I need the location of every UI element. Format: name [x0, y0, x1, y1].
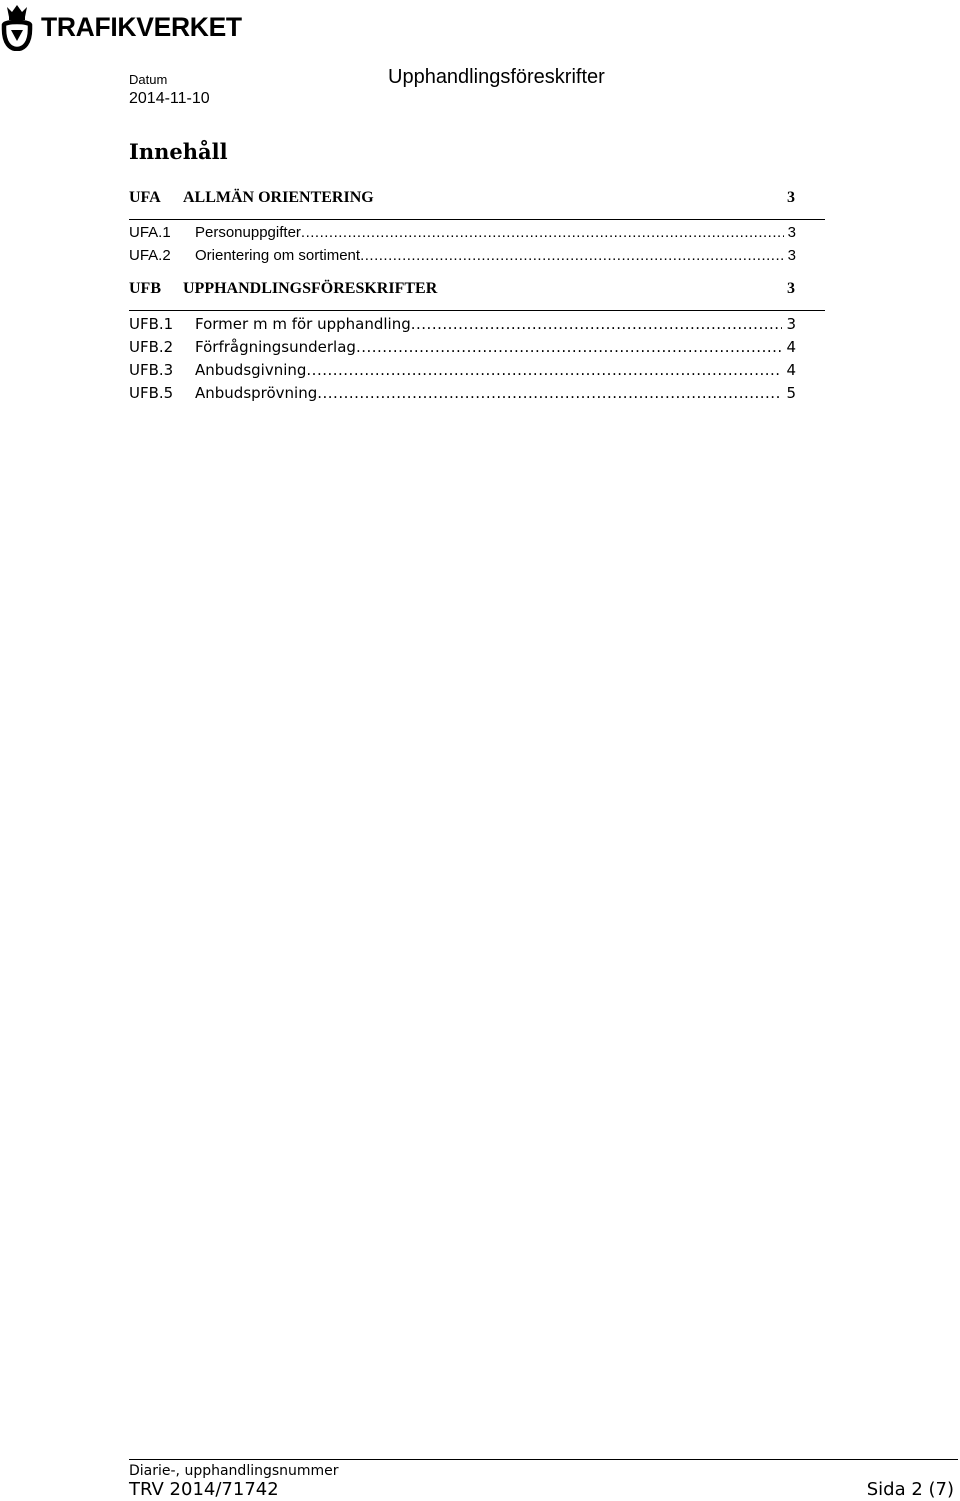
toc-section-divider [129, 219, 825, 220]
crown-emblem-icon [0, 3, 34, 51]
toc-leader-dots [306, 360, 782, 380]
toc-entry-ufb-5[interactable] [129, 383, 796, 403]
toc-entry-title: Anbudsgivning [195, 361, 307, 379]
toc-entry-code: UFB.3 [129, 361, 174, 379]
toc-entry-ufa-1[interactable] [129, 223, 796, 243]
footer-page-number: Sida 2 (7) [866, 1479, 954, 1500]
date-value: 2014-11-10 [129, 90, 210, 107]
toc-entry-ufb-1[interactable] [129, 314, 796, 334]
toc-entry-code: UFB.1 [129, 315, 174, 333]
footer-reference-label: Diarie-, upphandlingsnummer [129, 1463, 339, 1479]
toc-heading: Innehåll [129, 139, 228, 164]
toc-entry-title: Anbudsprövning [195, 384, 318, 402]
toc-entry-page: 3 [787, 247, 796, 264]
toc-section-page: 3 [787, 189, 795, 206]
toc-entry-page: 3 [787, 224, 796, 241]
toc-entry-title: Personuppgifter [195, 224, 301, 241]
toc-entry-code: UFB.2 [129, 338, 174, 356]
toc-entry-title: Orientering om sortiment [195, 247, 361, 264]
toc-section-code: UFB [129, 280, 161, 297]
toc-leader-dots [317, 383, 782, 403]
toc-section-divider [129, 310, 825, 311]
toc-entry-ufb-2[interactable] [129, 337, 796, 357]
toc-entry-title: Förfrågningsunderlag [195, 338, 356, 356]
toc-leader-dots [360, 246, 784, 266]
footer-divider [129, 1459, 958, 1460]
toc-leader-dots [411, 314, 783, 334]
footer-reference-number: TRV 2014/71742 [129, 1479, 279, 1500]
toc-leader-dots [356, 337, 783, 357]
toc-entry-page: 4 [786, 361, 796, 379]
toc-entry-page: 5 [786, 384, 796, 402]
toc-entry-ufb-3[interactable] [129, 360, 796, 380]
toc-entry-page: 3 [786, 315, 796, 333]
trafikverket-logo [0, 2, 246, 52]
toc-entry-code: UFA.1 [129, 224, 171, 241]
document-title: Upphandlingsföreskrifter [388, 66, 605, 88]
date-label: Datum [129, 72, 168, 87]
toc-entry-ufa-2[interactable] [129, 246, 796, 266]
toc-section-ufb[interactable] [129, 280, 825, 302]
toc-section-page: 3 [787, 280, 795, 297]
toc-section-code: UFA [129, 189, 161, 206]
toc-entry-page: 4 [786, 338, 796, 356]
toc-entry-code: UFA.2 [129, 247, 171, 264]
toc-entry-code: UFB.5 [129, 384, 174, 402]
logo-wordmark: TRAFIKVERKET [41, 11, 242, 42]
toc-entry-title: Former m m för upphandling [195, 315, 411, 333]
toc-section-title: UPPHANDLINGSFÖRESKRIFTER [183, 280, 438, 297]
toc-section-ufa[interactable] [129, 189, 825, 211]
toc-section-title: ALLMÄN ORIENTERING [183, 189, 374, 206]
toc-leader-dots [301, 223, 784, 243]
